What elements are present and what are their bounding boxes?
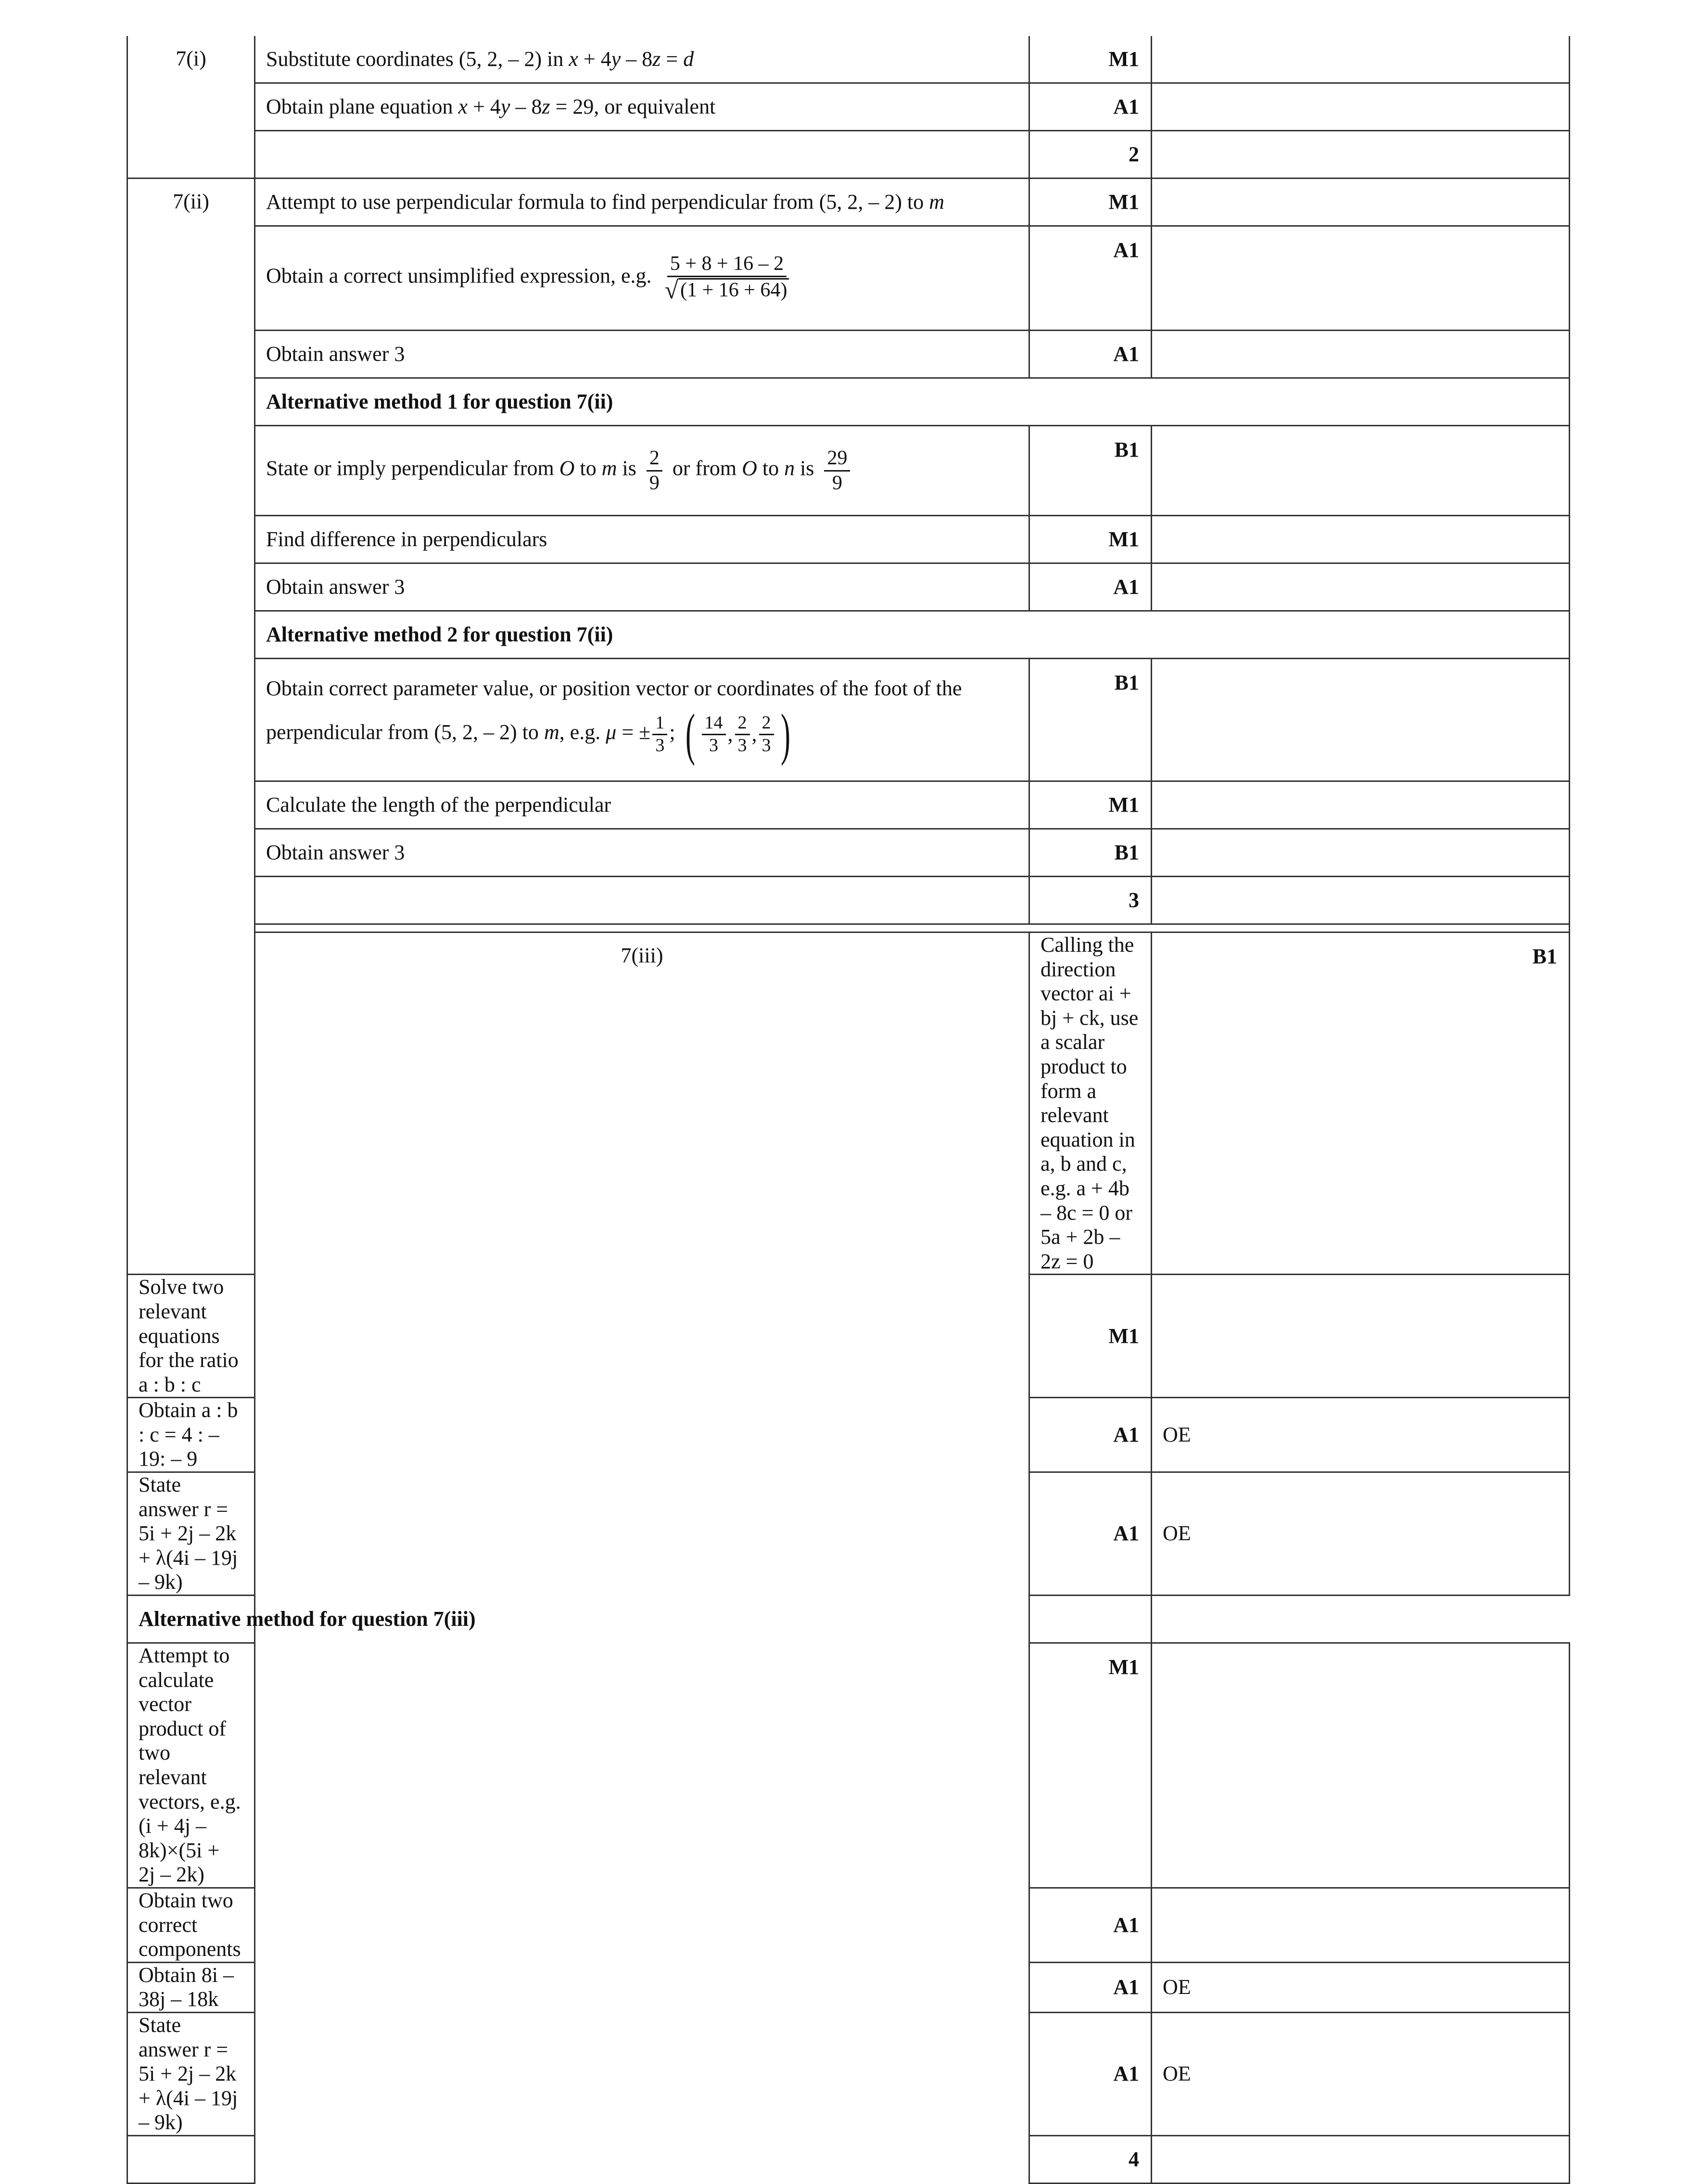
foot-coordinates: ( $\frac{14}{3}$ , $\frac{2}{3}$ , $\frac{2}{3}$ )	[685, 702, 790, 766]
answer-cell	[255, 877, 1029, 924]
alternative-method-heading: Alternative method 2 for question 7(ii)	[255, 611, 1570, 659]
answer-cell: Obtain two correct components	[127, 1888, 255, 1962]
total-marks: 4	[1029, 2135, 1152, 2183]
answer-cell: Obtain 8i – 38j – 18k	[127, 1962, 255, 2012]
mark-cell: B1	[1029, 426, 1152, 516]
mark-cell: M1	[1029, 781, 1152, 829]
mark-cell: A1	[1029, 2012, 1152, 2135]
question-number: 7(i)	[127, 36, 255, 179]
guidance-cell	[1152, 563, 1570, 611]
answer-cell: Solve two relevant equations for the ratio a : b : c	[127, 1275, 255, 1398]
mark-cell: B1	[1152, 932, 1570, 1275]
guidance-cell	[1152, 516, 1570, 563]
guidance-cell	[1152, 781, 1570, 829]
guidance-cell	[1152, 179, 1570, 226]
answer-cell: Obtain answer 3	[255, 563, 1029, 611]
mark-cell: M1	[1029, 179, 1152, 226]
answer-cell: State or imply perpendicular from O to m is $\frac{2}{9}$ or from O to n is $\frac{29}{9}$	[255, 426, 1029, 516]
mark-cell: M1	[1029, 1643, 1152, 1888]
answer-cell	[255, 131, 1029, 179]
guidance-cell: OE	[1152, 1398, 1570, 1472]
mark-scheme-table	[127, 36, 1570, 2184]
alternative-method-heading: Alternative method 1 for question 7(ii)	[255, 378, 1570, 426]
guidance-cell	[1152, 426, 1570, 516]
mark-cell: A1	[1029, 1962, 1152, 2012]
guidance-cell	[1152, 331, 1570, 378]
mark-cell: A1	[1029, 1888, 1152, 1962]
answer-cell: Obtain plane equation x + 4y – 8z = 29, or equivalent	[255, 83, 1029, 131]
answer-cell: Obtain answer 3	[255, 829, 1029, 877]
guidance-cell	[1152, 2135, 1570, 2183]
guidance-cell	[1152, 83, 1570, 131]
guidance-cell	[1152, 877, 1570, 924]
expression-fraction: 5 + 8 + 16 – 2 √ (1 + 16 + 64)	[662, 253, 792, 303]
mark-cell: A1	[1029, 226, 1152, 331]
mark-cell: M1	[1029, 36, 1152, 83]
answer-cell: Find difference in perpendiculars	[255, 516, 1029, 563]
mark-cell: A1	[1029, 1398, 1152, 1472]
guidance-cell: OE	[1152, 2012, 1570, 2135]
total-marks: 2	[1029, 131, 1152, 179]
guidance-cell	[1152, 659, 1570, 781]
answer-cell: Attempt to use perpendicular formula to find perpendicular from (5, 2, – 2) to m	[255, 179, 1029, 226]
guidance-cell	[1152, 1888, 1570, 1962]
answer-cell: Substitute coordinates (5, 2, – 2) in x + 4y – 8z = d	[255, 36, 1029, 83]
mark-cell: A1	[1029, 331, 1152, 378]
question-number: 7(iii)	[255, 932, 1029, 2184]
question-number: 7(ii)	[127, 179, 255, 1275]
mark-cell: A1	[1029, 1472, 1152, 1596]
answer-cell: Attempt to calculate vector product of two relevant vectors, e.g. (i + 4j – 8k)×(5i + 2j – 2k)	[127, 1643, 255, 1888]
guidance-cell: OE	[1152, 1472, 1570, 1596]
mark-cell: A1	[1029, 563, 1152, 611]
guidance-cell	[1152, 131, 1570, 179]
mark-cell: A1	[1029, 83, 1152, 131]
answer-cell: Calling the direction vector ai + bj + ck, use a scalar product to form a relevant equation in a, b and c, e.g. a + 4b – 8c = 0 or 5a + 2b – 2z = 0	[1029, 932, 1152, 1275]
answer-cell: Obtain a : b : c = 4 : – 19: – 9	[127, 1398, 255, 1472]
answer-cell: State answer r = 5i + 2j – 2k + λ(4i – 19j – 9k)	[127, 1472, 255, 1596]
guidance-cell	[1152, 829, 1570, 877]
guidance-cell	[1152, 226, 1570, 331]
section-divider	[255, 924, 1570, 932]
answer-cell: Calculate the length of the perpendicular	[255, 781, 1029, 829]
answer-cell: State answer r = 5i + 2j – 2k + λ(4i – 19j – 9k)	[127, 2012, 255, 2135]
guidance-cell	[1152, 1275, 1570, 1398]
answer-cell: Obtain correct parameter value, or position vector or coordinates of the foot of the perpendicular from (5, 2, – 2) to m, e.g. μ = ± $\frac{1}{3}$ ; ( $\frac{14}{3}$ , $\frac{2}{3}$ , $\frac{2}{3}$ )	[255, 659, 1029, 781]
guidance-cell: OE	[1152, 1962, 1570, 2012]
mark-cell: B1	[1029, 829, 1152, 877]
guidance-cell	[1152, 1643, 1570, 1888]
total-marks: 3	[1029, 877, 1152, 924]
mark-cell: M1	[1029, 516, 1152, 563]
guidance-cell	[1152, 36, 1570, 83]
answer-cell	[127, 2135, 255, 2183]
alternative-method-heading: Alternative method for question 7(iii)	[127, 1596, 1152, 1643]
mark-cell: B1	[1029, 659, 1152, 781]
answer-cell: Obtain answer 3	[255, 331, 1029, 378]
mark-cell: M1	[1029, 1275, 1152, 1398]
answer-cell: Obtain a correct unsimplified expression, e.g. 5 + 8 + 16 – 2 √ (1 + 16 + 64)	[255, 226, 1029, 331]
